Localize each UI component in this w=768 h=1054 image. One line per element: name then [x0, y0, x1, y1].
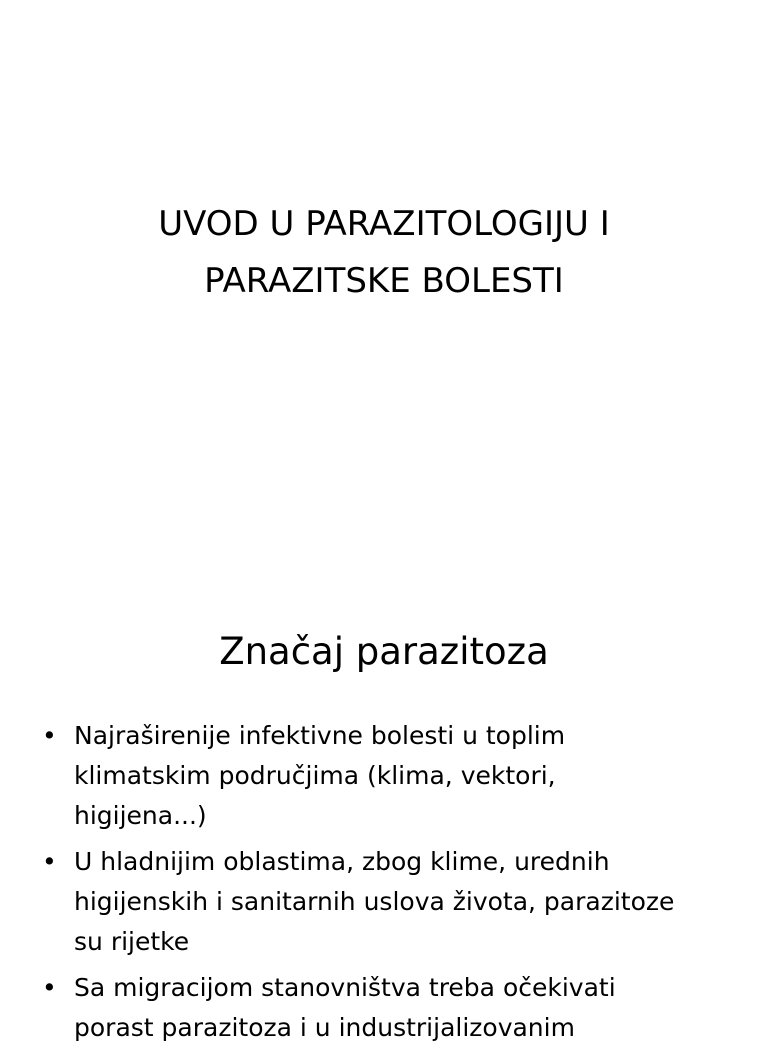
bullet-line: Najraširenije infektivne bolesti u toplim: [74, 721, 566, 750]
bullet-list: [40, 716, 740, 1054]
bullet-line: U hladnijim oblastima, zbog klime, urednih: [74, 847, 610, 876]
bullet-line: klimatskim područjima (klima, vektori,: [74, 761, 556, 790]
bullet-glyph: •: [42, 973, 57, 1002]
slide-1-title-line: UVOD U PARAZITOLOGIJU I: [158, 204, 610, 244]
bullet-glyph: •: [42, 721, 57, 750]
bullet-line: Sa migracijom stanovništva treba očekivati: [74, 973, 616, 1002]
bullet-item: [40, 842, 740, 962]
slide-2: [0, 576, 768, 1042]
bullet-line: higijenskih i sanitarnih uslova života, parazitoze: [74, 887, 675, 916]
bullet-item: [40, 968, 740, 1048]
bullet-line: porast parazitoza i u industrijalizovanim: [74, 1013, 575, 1042]
bullet-item: [40, 716, 740, 836]
bullet-glyph: •: [42, 847, 57, 876]
bullet-line: su rijetke: [74, 927, 190, 956]
slide-1-title: [40, 196, 728, 310]
slide-2-title: Značaj parazitoza: [219, 630, 549, 673]
bullet-line: higijena...): [74, 801, 207, 830]
slide-1-title-line: PARAZITSKE BOLESTI: [204, 261, 564, 301]
